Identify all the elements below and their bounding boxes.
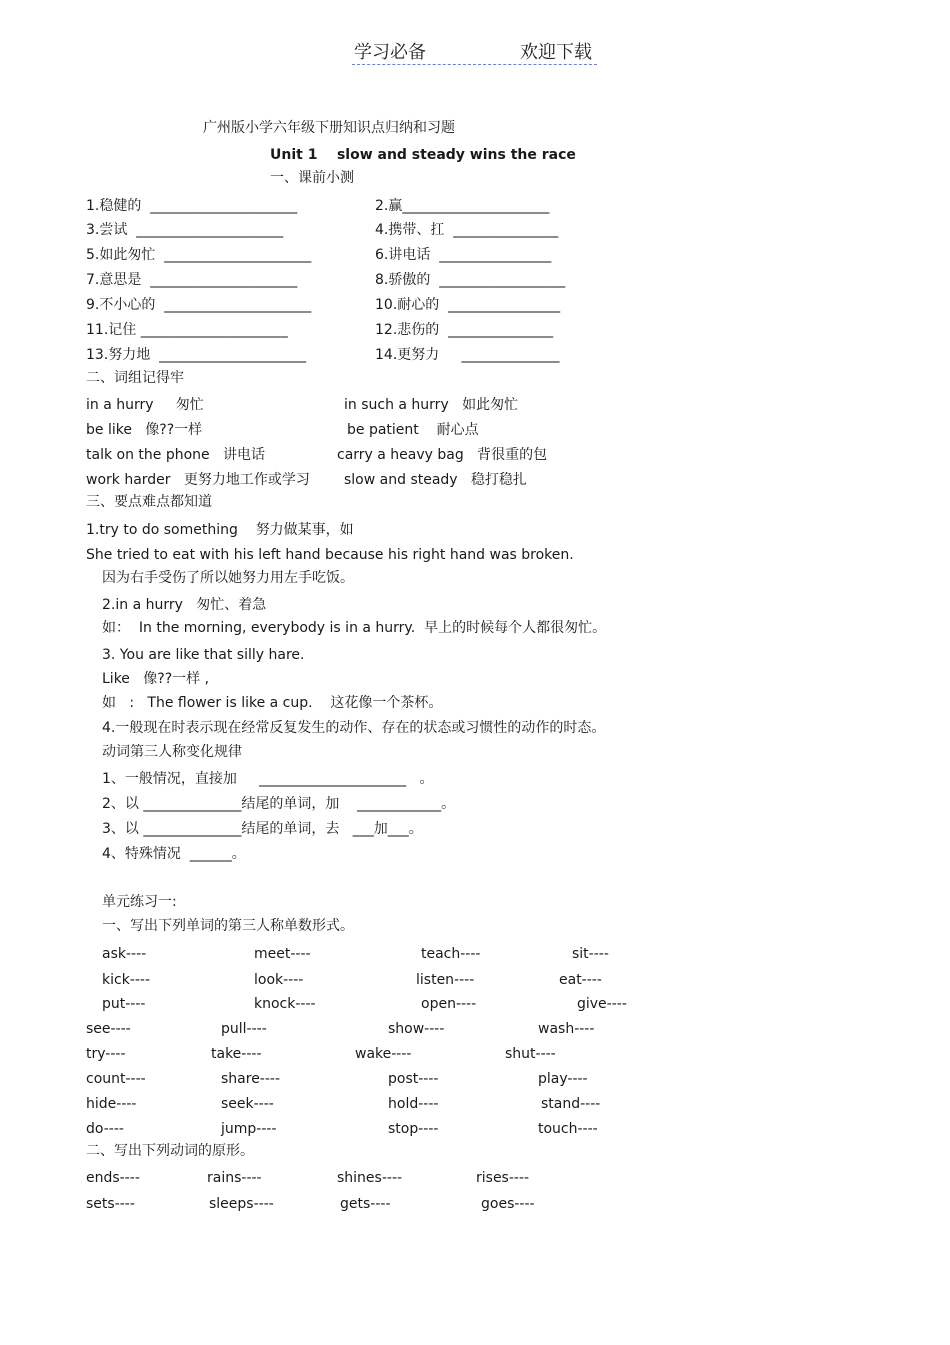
word-item: touch---- bbox=[538, 1121, 598, 1137]
quiz-item: 13.努力地 _____________________ bbox=[86, 347, 307, 363]
doc-title: 广州版小学六年级下册知识点归纳和习题 bbox=[203, 120, 455, 136]
header-right: 欢迎下载 bbox=[520, 42, 592, 63]
quiz-item: 7.意思是 _____________________ bbox=[86, 272, 298, 288]
word-item: sit---- bbox=[572, 946, 609, 962]
word-item: wash---- bbox=[538, 1021, 595, 1037]
unit-title: Unit 1 slow and steady wins the race bbox=[270, 147, 576, 163]
point-line: 4.一般现在时表示现在经常反复发生的动作、存在的状态或习惯性的动作的时态。 bbox=[102, 720, 606, 736]
word-item: do---- bbox=[86, 1121, 124, 1137]
word-item: put---- bbox=[102, 996, 146, 1012]
word-item: goes---- bbox=[481, 1196, 535, 1212]
quiz-item: 1.稳健的 _____________________ bbox=[86, 198, 298, 214]
word-item: knock---- bbox=[254, 996, 316, 1012]
point-line: 因为右手受伤了所以她努力用左手吃饭。 bbox=[102, 570, 354, 586]
point-line: 2.in a hurry 匆忙、着急 bbox=[102, 597, 267, 613]
exercise-title: 单元练习一: bbox=[102, 894, 177, 910]
phrase-item: be like 像??一样 bbox=[86, 422, 203, 438]
point-line: 1.try to do something 努力做某事，如 bbox=[86, 522, 354, 538]
word-item: shines---- bbox=[337, 1170, 403, 1186]
quiz-item: 3.尝试 _____________________ bbox=[86, 222, 284, 238]
phrase-item: slow and steady 稳打稳扎 bbox=[344, 472, 527, 488]
word-item: open---- bbox=[421, 996, 477, 1012]
word-item: give---- bbox=[577, 996, 627, 1012]
word-item: shut---- bbox=[505, 1046, 556, 1062]
word-item: take---- bbox=[211, 1046, 262, 1062]
point-line: 如： In the morning, everybody is in a hurry. 早上的时候每个人都很匆忙。 bbox=[102, 620, 607, 636]
quiz-item: 9.不小心的 _____________________ bbox=[86, 297, 312, 313]
word-item: rains---- bbox=[207, 1170, 262, 1186]
point-line: Like 像??一样 , bbox=[102, 671, 210, 687]
exercise2-title: 二、写出下列动词的原形。 bbox=[86, 1143, 254, 1159]
rule-line: 2、以 ______________结尾的单词，加 ____________。 bbox=[102, 796, 456, 812]
point-line: 如 : The flower is like a cup. 这花像一个茶杯。 bbox=[102, 695, 443, 711]
quiz-item: 14.更努力 ______________ bbox=[375, 347, 560, 363]
phrase-item: talk on the phone 讲电话 bbox=[86, 447, 265, 463]
quiz-item: 11.记住 _____________________ bbox=[86, 322, 288, 338]
word-item: jump---- bbox=[221, 1121, 277, 1137]
quiz-item: 2.赢_____________________ bbox=[375, 198, 550, 214]
phrase-item: carry a heavy bag 背很重的包 bbox=[337, 447, 548, 463]
word-item: meet---- bbox=[254, 946, 311, 962]
word-item: stop---- bbox=[388, 1121, 439, 1137]
quiz-item: 5.如此匆忙 _____________________ bbox=[86, 247, 312, 263]
word-item: see---- bbox=[86, 1021, 131, 1037]
rule-line: 3、以 ______________结尾的单词，去 ___加___。 bbox=[102, 821, 423, 837]
rule-line: 1、一般情况，直接加 _____________________ 。 bbox=[102, 771, 434, 787]
quiz-item: 10.耐心的 ________________ bbox=[375, 297, 561, 313]
word-item: kick---- bbox=[102, 972, 151, 988]
word-item: pull---- bbox=[221, 1021, 267, 1037]
word-item: look---- bbox=[254, 972, 304, 988]
word-item: gets---- bbox=[340, 1196, 391, 1212]
word-item: seek---- bbox=[221, 1096, 274, 1112]
section3-title: 三、要点难点都知道 bbox=[86, 494, 212, 510]
word-item: stand---- bbox=[541, 1096, 601, 1112]
word-item: rises---- bbox=[476, 1170, 530, 1186]
word-item: ask---- bbox=[102, 946, 147, 962]
word-item: listen---- bbox=[416, 972, 475, 988]
point-line: 动词第三人称变化规律 bbox=[102, 744, 242, 760]
word-item: hold---- bbox=[388, 1096, 439, 1112]
word-item: count---- bbox=[86, 1071, 146, 1087]
word-item: hide---- bbox=[86, 1096, 137, 1112]
word-item: wake---- bbox=[355, 1046, 412, 1062]
word-item: sets---- bbox=[86, 1196, 135, 1212]
word-item: show---- bbox=[388, 1021, 445, 1037]
point-line: She tried to eat with his left hand because his right hand was broken. bbox=[86, 547, 574, 563]
header-left: 学习必备 bbox=[354, 42, 426, 63]
word-item: sleeps---- bbox=[209, 1196, 274, 1212]
quiz-item: 4.携带、扛 _______________ bbox=[375, 222, 559, 238]
phrase-item: in such a hurry 如此匆忙 bbox=[344, 397, 519, 413]
word-item: share---- bbox=[221, 1071, 281, 1087]
section1-title: 一、课前小测 bbox=[270, 170, 354, 186]
word-item: post---- bbox=[388, 1071, 439, 1087]
quiz-item: 8.骄傲的 __________________ bbox=[375, 272, 566, 288]
rule-line: 4、特殊情况 ______。 bbox=[102, 846, 246, 862]
point-line: 3. You are like that silly hare. bbox=[102, 647, 305, 663]
quiz-item: 6.讲电话 ________________ bbox=[375, 247, 552, 263]
phrase-item: be patient 耐心点 bbox=[347, 422, 479, 438]
exercise1-title: 一、写出下列单词的第三人称单数形式。 bbox=[102, 918, 354, 934]
phrase-item: in a hurry 匆忙 bbox=[86, 397, 204, 413]
word-item: teach---- bbox=[421, 946, 481, 962]
phrase-item: work harder 更努力地工作或学习 bbox=[86, 472, 310, 488]
section2-title: 二、词组记得牢 bbox=[86, 370, 184, 386]
word-item: ends---- bbox=[86, 1170, 140, 1186]
word-item: eat---- bbox=[559, 972, 602, 988]
quiz-item: 12.悲伤的 _______________ bbox=[375, 322, 554, 338]
word-item: play---- bbox=[538, 1071, 588, 1087]
header-underline bbox=[352, 64, 597, 65]
word-item: try---- bbox=[86, 1046, 126, 1062]
